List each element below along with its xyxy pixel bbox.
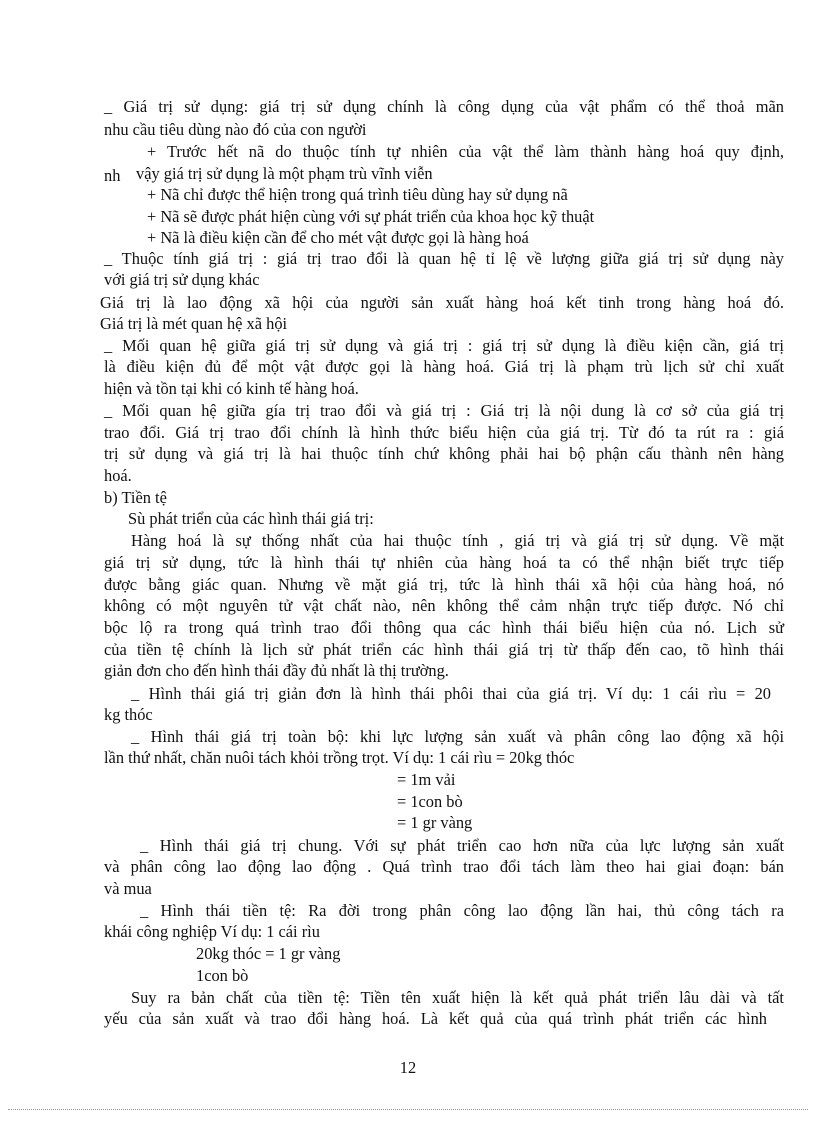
text-line: = 1 gr vàng xyxy=(397,813,473,832)
text-line: Sù phát triển của các hình thái giá trị: xyxy=(128,509,374,528)
text-line: _ Mối quan hệ giữa giá trị sử dụng và giá trị : giá trị sử dụng là điều kiện cần, giá trị xyxy=(104,336,784,355)
text-line: của tiền tệ chính là lịch sử phát triển các hình thái giá trị từ thấp đến cao, tõ hình thái xyxy=(104,640,784,659)
text-line: + Nã là điều kiện cần để cho mét vật được gọi là hàng hoá xyxy=(147,228,529,247)
text-line: với giá trị sử dụng khác xyxy=(104,270,260,289)
text-line: + Trước hết nã do thuộc tính tự nhiên của vật thể làm thành hàng hoá quy định, xyxy=(147,142,784,161)
text-line: và phân công lao động lao động . Quá trình trao đổi tách làm theo hai giai đoạn: bán xyxy=(104,857,784,876)
text-line: = 1m vải xyxy=(397,770,456,789)
text-line: + Nã chỉ được thể hiện trong quá trình tiêu dùng hay sử dụng nã xyxy=(147,185,568,204)
text-line: + Nã sẽ được phát hiện cùng với sự phát triển của khoa học kỹ thuật xyxy=(147,207,595,226)
text-line: _ Hình thái giá trị chung. Với sự phát triển cao hơn nữa của lực lượng sản xuất xyxy=(140,836,784,855)
text-line: không có một nguyên tử vật chất nào, nên không thể cảm nhận trực tiếp được. Nó chỉ xyxy=(104,596,784,615)
page-bottom-divider xyxy=(8,1109,808,1110)
text-line: = 1con bò xyxy=(397,792,463,811)
text-line: Hàng hoá là sự thống nhất của hai thuộc tính , giá trị và giá trị sử dụng. Về mặt xyxy=(131,531,784,550)
section-heading: b) Tiền tệ xyxy=(104,488,167,507)
text-line: hoá. xyxy=(104,466,132,485)
text-line: và mua xyxy=(104,879,152,898)
text-line: kg thóc xyxy=(104,705,153,724)
text-line: khái công nghiệp Ví dụ: 1 cái rìu xyxy=(104,922,320,941)
text-line: _ Hình thái giá trị giản đơn là hình thái phôi thai của giá trị. Ví dụ: 1 cái rìu = 20 xyxy=(131,684,771,703)
text-line: nh xyxy=(104,166,121,185)
text-line: lần thứ nhất, chăn nuôi tách khỏi trồng trọt. Ví dụ: 1 cái rìu = 20kg thóc xyxy=(104,748,575,767)
text-line: _ Hình thái tiền tệ: Ra đời trong phân công lao động lần hai, thủ công tách ra xyxy=(140,901,784,920)
text-line: trị sử dụng và giá trị là hai thuộc tính chứ không phải hai bộ phận cấu thành nên hàng xyxy=(104,444,784,463)
text-line: trao đổi. Giá trị trao đổi chính là hình thức biểu hiện của giá trị. Từ đó ta rút ra : giá xyxy=(104,423,784,442)
text-line: nhu cầu tiêu dùng nào đó của con người xyxy=(104,120,367,139)
text-line: giản đơn cho đến hình thái đầy đủ nhất là thị trường. xyxy=(104,661,449,680)
text-line: _ Mối quan hệ giữa gía trị trao đổi và giá trị : Giá trị là nội dung là cơ sở của giá trị xyxy=(104,401,784,420)
text-line: Giá trị là mét quan hệ xã hội xyxy=(100,314,288,333)
text-line: _ Hình thái giá trị toàn bộ: khi lực lượng sản xuất và phân công lao động xã hội xyxy=(131,727,784,746)
text-line: Suy ra bản chất của tiền tệ: Tiền tên xuất hiện là kết quả phát triển lâu dài và tất xyxy=(131,988,784,1007)
text-line: yếu của sản xuất và trao đổi hàng hoá. Là kết quả của quá trình phát triển các hình xyxy=(104,1009,767,1028)
text-line: bộc lộ ra trong quá trình trao đổi thông qua các hình thái biểu hiện của nó. Lịch sử xyxy=(104,618,784,637)
text-line: được bằng giác quan. Nhưng về mặt giá trị, tức là hình thái xã hội của hàng hoá, nó xyxy=(104,575,784,594)
text-line: giá trị sử dụng, tức là hình thái tự nhiên của hàng hoá ta có thể nhận biết trực tiếp xyxy=(104,553,784,572)
text-line: Giá trị là lao động xã hội của người sản xuất hàng hoá kết tinh trong hàng hoá đó. xyxy=(100,293,784,312)
text-line: 20kg thóc = 1 gr vàng xyxy=(196,944,341,963)
page-number: 12 xyxy=(399,1058,417,1077)
text-line: hiện và tồn tại khi có kinh tế hàng hoá. xyxy=(104,379,359,398)
text-line: vậy giá trị sử dụng là một phạm trù vĩnh viễn xyxy=(136,164,433,183)
text-line: _ Thuộc tính giá trị : giá trị trao đổi là quan hệ tỉ lệ về lượng giữa giá trị sử dụng này xyxy=(104,249,784,268)
text-line: 1con bò xyxy=(196,966,249,985)
text-line: _ Giá trị sử dụng: giá trị sử dụng chính là công dụng của vật phẩm có thể thoả mãn xyxy=(104,97,784,116)
text-line: là điều kiện đủ để một vật được gọi là hàng hoá. Giá trị là phạm trù lịch sử chỉ xuất xyxy=(104,357,784,376)
